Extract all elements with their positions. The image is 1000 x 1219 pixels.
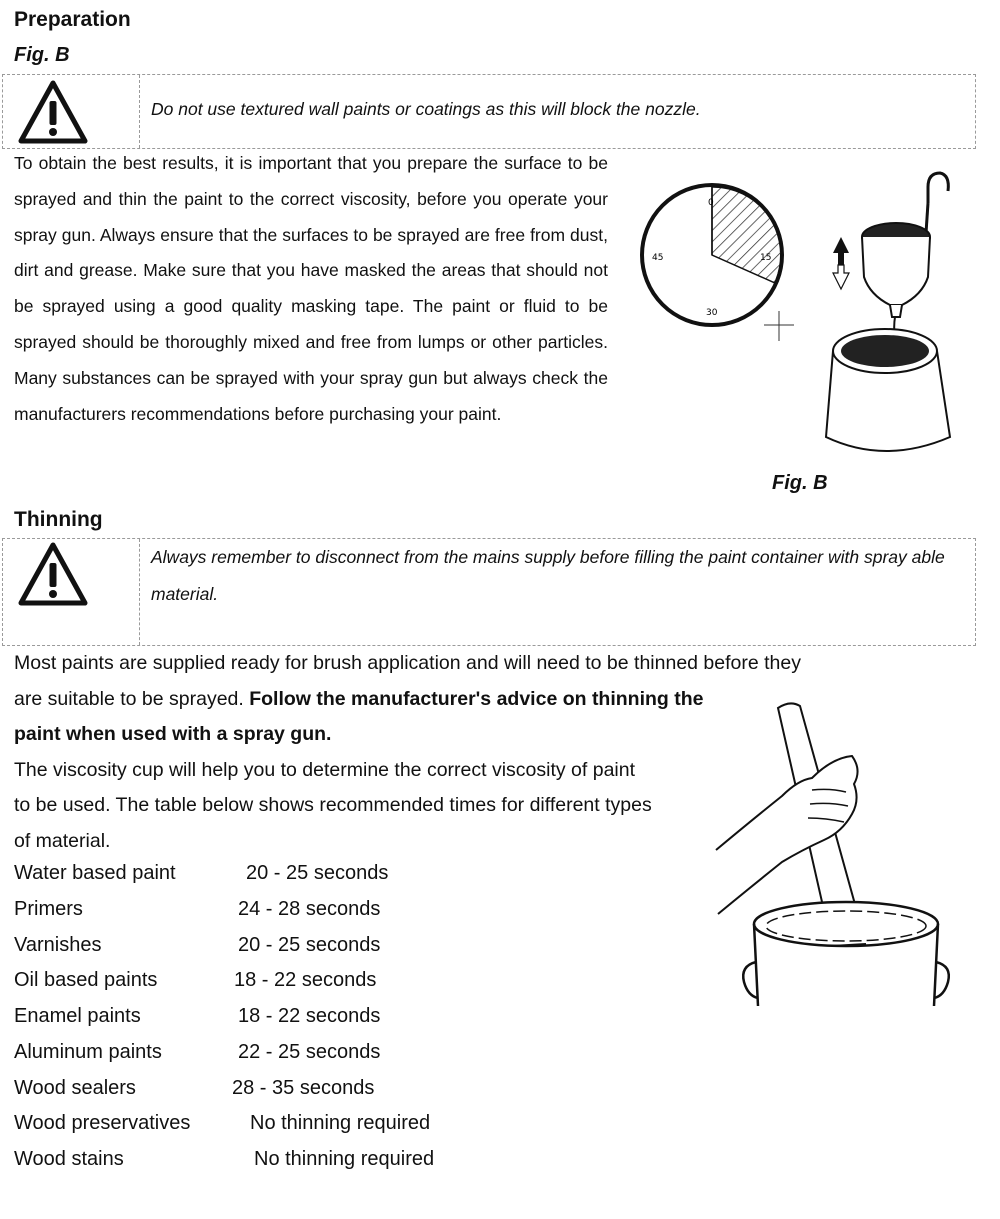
material-row xyxy=(14,1112,494,1142)
warning-triangle-icon xyxy=(17,541,89,607)
material-row xyxy=(14,969,494,999)
material-name: Wood sealers xyxy=(14,1077,136,1099)
thinning-body xyxy=(14,682,704,860)
material-row xyxy=(14,1041,494,1071)
material-time: 18 - 22 seconds xyxy=(234,969,377,991)
thinning-intro-plain: are suitable to be sprayed. xyxy=(14,687,244,710)
timer-label-15: 15 xyxy=(760,253,772,263)
material-time: 18 - 22 seconds xyxy=(238,1005,381,1027)
viscosity-cup-illustration xyxy=(630,165,970,465)
warning-triangle-icon xyxy=(17,79,89,145)
material-time: 20 - 25 seconds xyxy=(246,862,389,884)
paint-can-icon xyxy=(826,329,950,451)
material-time: 22 - 25 seconds xyxy=(238,1041,381,1063)
up-down-arrow-icon xyxy=(833,237,849,289)
stirring-paint-illustration xyxy=(712,700,962,1012)
material-time: 20 - 25 seconds xyxy=(238,934,381,956)
material-row xyxy=(14,1005,494,1035)
material-row xyxy=(14,898,494,928)
timer-label-30: 30 xyxy=(706,308,718,318)
thinning-advice-bold: Follow the manufacturer's advice on thinning the paint when used with a spray gun. xyxy=(14,687,704,745)
fig-b-caption: Fig. B xyxy=(772,472,828,494)
warning-text-mains: Always remember to disconnect from the mains supply before filling the paint container with spray able material. xyxy=(151,547,945,604)
warning-box-nozzle xyxy=(2,74,976,149)
thinning-intro-rest: The viscosity cup will help you to determine the correct viscosity of paint to be used. The table below shows recommended times for different types of material. xyxy=(14,758,652,852)
thinning-heading: Thinning xyxy=(14,508,103,531)
preparation-paragraph: To obtain the best results, it is important that you prepare the surface to be sprayed and thin the paint to the correct viscosity, before you operate your spray gun. Always ensure that the surfaces to be sprayed are free from dust, dirt and grease. Make sure that you have masked the areas that should not be sprayed using a good quality masking tape. The paint or fluid to be sprayed should be thoroughly mixed and free from lumps or other particles. Many substances can be sprayed with your spray gun but always check the manufacturers recommendations before purchasing your paint. xyxy=(14,153,608,424)
material-name: Water based paint xyxy=(14,862,176,884)
warning-box-mains xyxy=(2,538,976,646)
material-time: 24 - 28 seconds xyxy=(238,898,381,920)
warning-icon-cell xyxy=(3,539,140,645)
material-time: No thinning required xyxy=(250,1112,431,1134)
material-row xyxy=(14,862,494,892)
material-name: Primers xyxy=(14,898,83,920)
material-name: Aluminum paints xyxy=(14,1041,162,1063)
stopwatch-icon xyxy=(642,185,794,341)
warning-text-nozzle: Do not use textured wall paints or coatings as this will block the nozzle. xyxy=(151,99,701,119)
material-name: Oil based paints xyxy=(14,969,158,991)
fig-b-label: Fig. B xyxy=(14,44,70,66)
warning-icon-cell xyxy=(3,75,140,148)
material-row xyxy=(14,1077,494,1107)
material-name: Enamel paints xyxy=(14,1005,141,1027)
material-name: Wood stains xyxy=(14,1148,124,1170)
timer-label-0: 0 xyxy=(708,198,714,208)
timer-label-45: 45 xyxy=(652,253,664,263)
material-row xyxy=(14,1148,494,1178)
material-name: Varnishes xyxy=(14,934,102,956)
paint-bucket-icon xyxy=(743,902,949,1006)
thinning-intro-line: Most paints are supplied ready for brush application and will need to be thinned before they xyxy=(14,652,801,674)
preparation-heading: Preparation xyxy=(14,8,131,31)
material-time: 28 - 35 seconds xyxy=(232,1077,375,1099)
material-name: Wood preservatives xyxy=(14,1112,191,1134)
material-time: No thinning required xyxy=(254,1148,435,1170)
material-row xyxy=(14,934,494,964)
